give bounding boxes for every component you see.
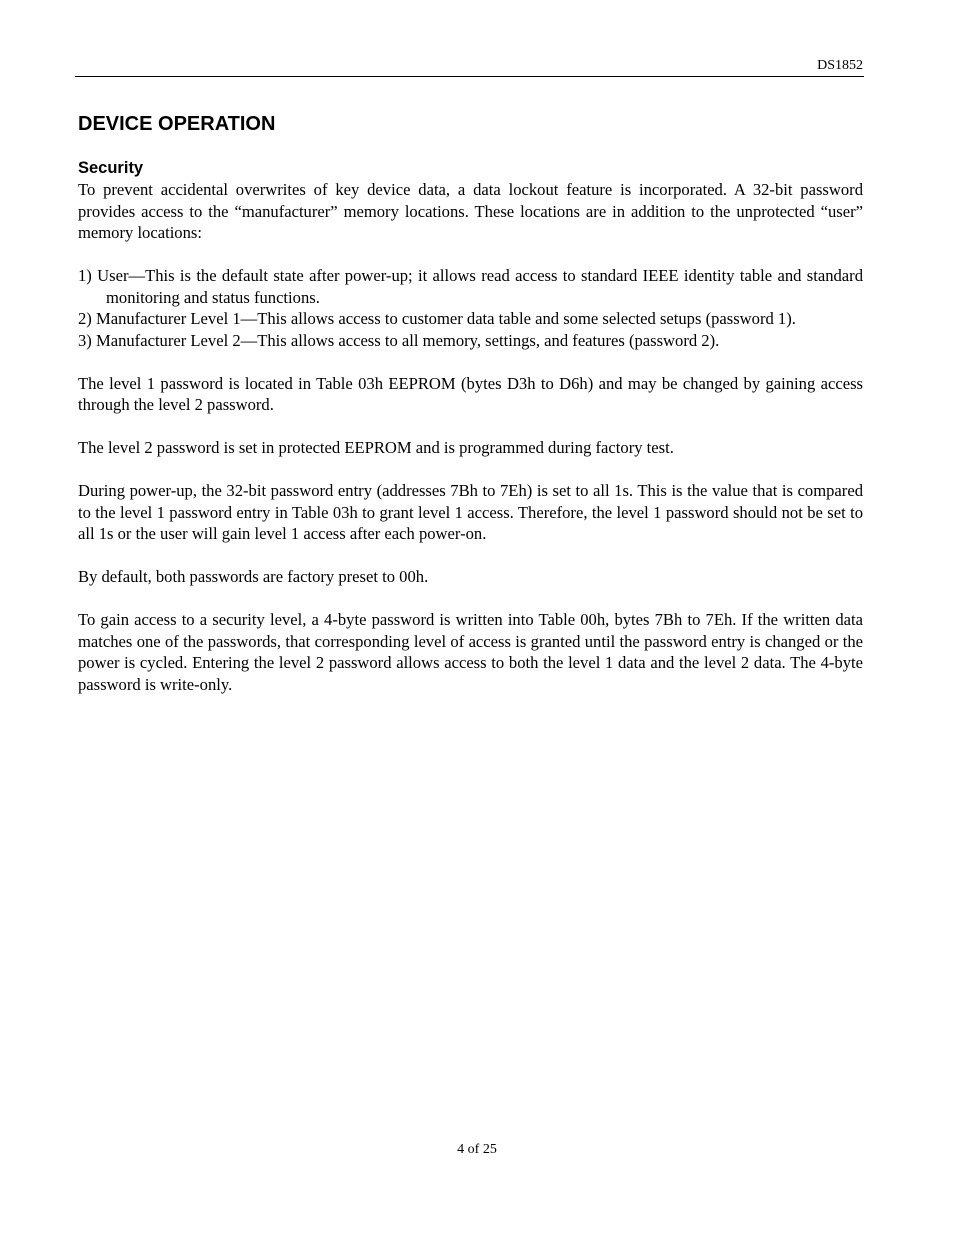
access-level-item-user: 1) User—This is the default state after power-up; it allows read access to standard IEEE identity table and standard monitoring and status functions.	[78, 266, 863, 307]
level1-password-paragraph: The level 1 password is located in Table 03h EEPROM (bytes D3h to D6h) and may be changed by gaining access through the level 2 password.	[78, 373, 863, 414]
subsection-title-security: Security	[78, 159, 144, 177]
access-level-item-manufacturer-1: 2) Manufacturer Level 1—This allows access to customer data table and some selected setups (password 1).	[78, 309, 796, 328]
page-content	[78, 111, 863, 717]
gain-access-paragraph: To gain access to a security level, a 4-byte password is written into Table 00h, bytes 7Bh to 7Eh. If the written data matches one of the passwords, that corresponding level of access is granted until the password entry is changed or the power is cycled. Entering the level 2 password allows access to both the level 1 data and the level 2 data. The 4-byte password is write-only.	[78, 610, 863, 694]
page-number: 4 of 25	[457, 1142, 497, 1157]
security-intro-paragraph: To prevent accidental overwrites of key device data, a data lockout feature is incorporated. A 32-bit password provides access to the “manufacturer” memory locations. These locations are in addition to the unprotected “user” memory locations:	[78, 180, 863, 242]
default-passwords-paragraph: By default, both passwords are factory preset to 00h.	[78, 567, 429, 586]
level2-password-paragraph: The level 2 password is set in protected EEPROM and is programmed during factory test.	[78, 438, 674, 457]
header-divider	[75, 76, 864, 77]
access-levels-list	[78, 265, 863, 351]
section-title: DEVICE OPERATION	[78, 113, 276, 135]
access-level-item-manufacturer-2: 3) Manufacturer Level 2—This allows access to all memory, settings, and features (password 2).	[78, 330, 720, 350]
power-up-paragraph: During power-up, the 32-bit password entry (addresses 7Bh to 7Eh) is set to all 1s. This is the value that is compared to the level 1 password entry in Table 03h to grant level 1 access. Therefore, the level 1 password should not be set to all 1s or the user will gain level 1 access after each power-on.	[78, 481, 863, 543]
document-id: DS1852	[817, 58, 863, 73]
